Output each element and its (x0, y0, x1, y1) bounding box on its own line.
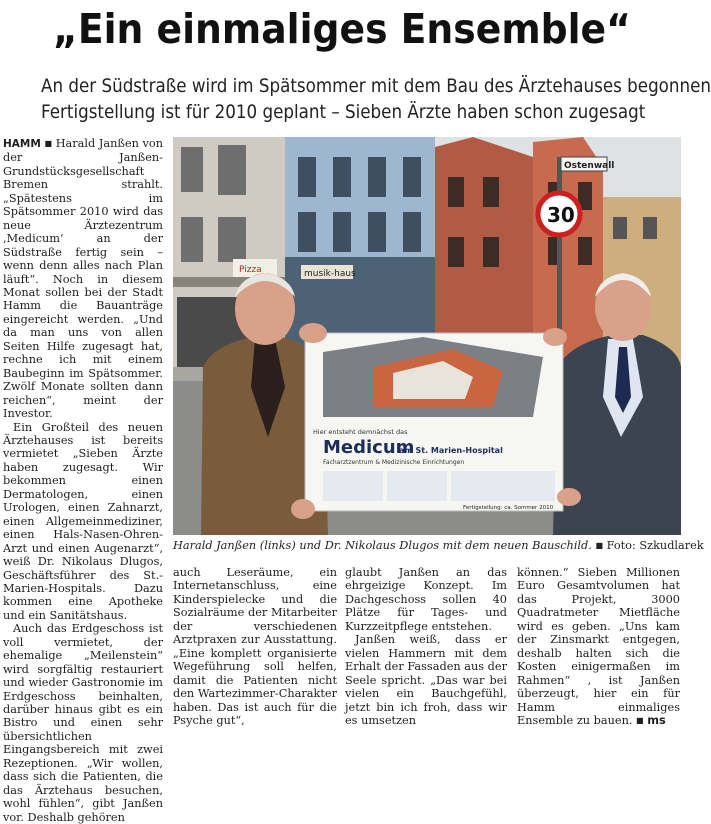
article-column-1 (3, 137, 163, 824)
caption-text: Harald Janßen (links) und Dr. Nikolaus Dlugos mit dem neuen Bauschild. (173, 539, 592, 552)
board-title: Medicum (323, 437, 415, 458)
photo-credit: Foto: Szkudlarek (606, 539, 704, 552)
article-column-3 (345, 566, 507, 727)
article-paragraph (3, 137, 163, 421)
board-subtitle: Facharztzentrum & Medizinische Einrichtungen (323, 459, 465, 466)
article-paragraph: auch Leseräume, ein Internetanschluss, eine Kinderspielecke und die Sozialräume der Mitarbeiter der verschiedenen Arztpraxen zur Ausstattung. „Eine komplett organisierte Wegeführung soll helfen, damit die Patienten nicht den Wartezimmer-Charakter haben. Das ist auch für die Psyche gut“, (173, 566, 337, 727)
subheadline-line-1: An der Südstraße wird im Spätsommer mit dem Bau des Ärztehauses begonnen (41, 75, 711, 97)
author-signature: ms (647, 713, 666, 727)
dateline: HAMM (3, 138, 41, 150)
article-column-2 (173, 566, 337, 727)
article-column-4 (517, 566, 680, 727)
article-paragraph: Ein Großteil des neuen Ärztehauses ist bereits vermietet „Sieben Ärzte haben zugesagt. Wir bekommen einen Dermatologen, einen Urologen, einen Zahnarzt, einen Allgemeinmediziner, einen Hals-Nasen-Ohren-Arzt und einen Augenarzt“, weiß Dr. Nikolaus Dlugos, Geschäftsführer des St.-Marien-Hospitals. Dazu kommen eine Apotheke und ein Sanitätshaus. (3, 420, 163, 622)
shop-sign-pizza: Pizza (239, 265, 262, 275)
board-completion: Fertigstellung: ca. Sommer 2010 (463, 505, 554, 511)
board-title-suffix: am St. Marien-Hospital (399, 446, 503, 455)
photo (173, 137, 681, 535)
paragraph-text: Harald Janßen von der Janßen-Grundstücksgesellschaft Bremen strahlt. „Spätestens im Spätsommer 2010 wird das neue Ärztezentrum ‚Medicum‘ an der Südstraße fertig sein – wenn denn alles nach Plan läuft“. Noch in diesem Monat sollen bei der Stadt Hamm die Bauanträge eingereicht werden. „Und da man uns von allen Seiten Hilfe zugesagt hat, rechne ich mit einem Baubeginn im Spätsommer. Zwölf Monate sollten dann reichen“, meint der Investor. (3, 137, 164, 421)
article-paragraph: Auch das Erdgeschoss ist voll vermietet, der ehemalige „Meilenstein“ wird sorgfältig restauriert und wieder Gastronomie im Erdgeschoss beinhalten, darüber hinaus gibt es ein Bistro und einen sehr übersichtlichen Eingangsbereich mit zwei Rezeptionen. „Wir wollen, dass sich die Patienten, die das Ärztehaus besuchen, wohl fühlen“, gibt Janßen vor. Deshalb gehören (3, 622, 163, 824)
end-square-icon: ■ (636, 715, 644, 725)
board-small-text: Hier entsteht demnächst das (313, 428, 408, 436)
shop-sign-musikhaus: musik-haus (304, 269, 356, 279)
street-sign: Ostenwall (564, 161, 615, 171)
subheadline-line-2: Fertigstellung ist für 2010 geplant – Sieben Ärzte haben schon zugesagt (41, 101, 646, 123)
speed-limit-value: 30 (547, 203, 575, 227)
photo-caption (173, 539, 704, 553)
article-paragraph: Janßen weiß, dass er vielen Hammern mit dem Erhalt der Fassaden aus der Seele spricht. „Das war bei vielen ein Bauchgefühl, jetzt bin ich froh, dass wir es umsetzen (345, 633, 507, 727)
article-paragraph: glaubt Janßen an das ehrgeizige Konzept. Im Dachgeschoss sollen 40 Plätze für Tages- und Kurzzeitpflege entstehen. (345, 566, 507, 633)
headline: „Ein einmaliges Ensemble“ (53, 5, 631, 53)
dateline-square-icon: ■ (44, 139, 53, 148)
paragraph-text: können.“ Sieben Millionen Euro Gesamtvolumen hat das Projekt, 3000 Quadratmeter Mietfläche wird es geben. „Uns kam der Zinsmarkt entgegen, deshalb halten sich die Kosten einigermaßen im Rahmen“ , ist Janßen überzeugt, hier ein für Hamm einmaliges Ensemble zu bauen. (517, 566, 680, 727)
article-paragraph (517, 566, 680, 727)
caption-square-icon: ■ (595, 541, 604, 550)
